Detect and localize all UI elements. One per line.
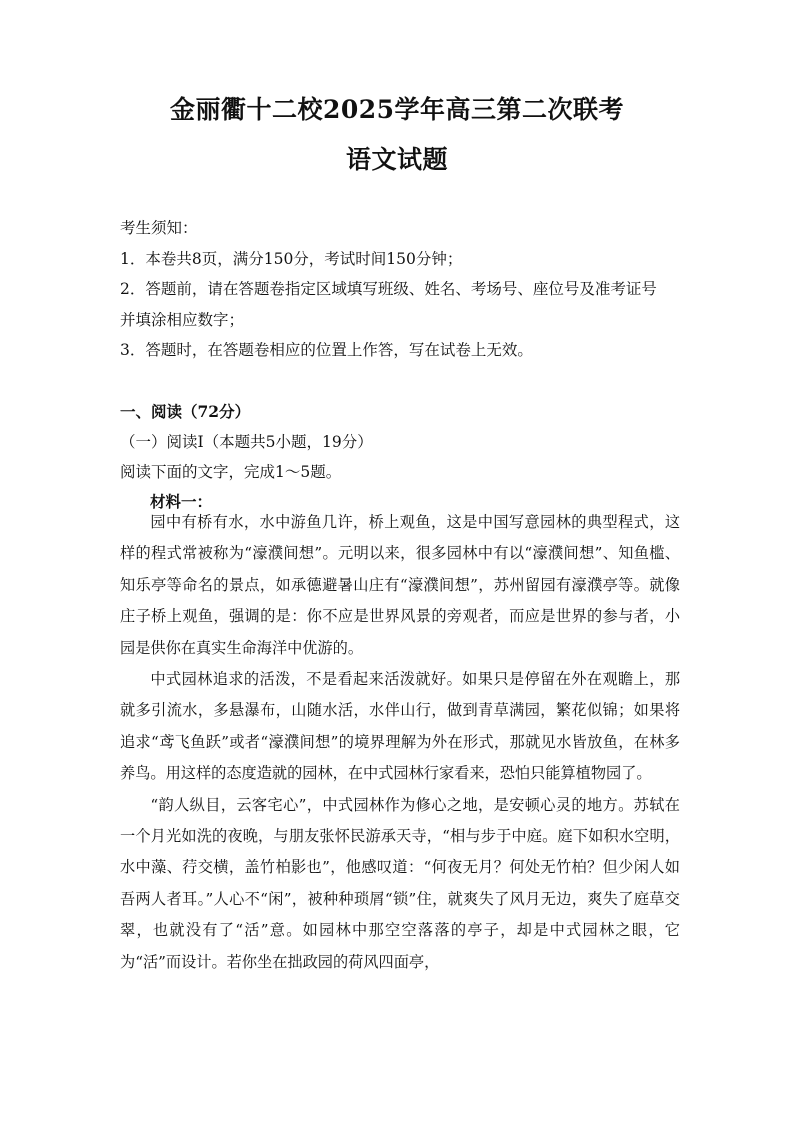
notice-item: 2．答题前，请在答题卷指定区域填写班级、姓名、考场号、座位号及准考证号 (120, 280, 657, 298)
passage-paragraph: “韵人纵目，云客宅心”，中式园林作为修心之地，是安顿心灵的地方。苏轼在一个月光如洗的夜晚，与朋友张怀民游承天寺，“相与步于中庭。庭下如积水空明，水中藻、荇交横，盖竹柏影也”，他感叹道：“何夜无月？何处无竹柏？但少闲人如吾两人者耳。”人心不“闲”，被种种琐屑“锁”住，就爽失了风月无边，爽失了庭草交翠，也就没有了“活”意。如园林中那空空落落的亭子，却是中式园林之眼，它为“活”而设计。若你坐在拙政园的荷风四面亭， (120, 795, 680, 971)
reading-section-header (120, 397, 680, 517)
notice-item: 1．本卷共8页，满分150分，考试时间150分钟； (120, 249, 463, 268)
reading-instruction: 阅读下面的文字，完成1～5题。 (120, 463, 342, 481)
section-title: 一、阅读（72分） (120, 402, 251, 421)
exam-title: 金丽衢十二校2025学年高三第二次联考 (169, 95, 625, 124)
notice-item: 并填涂相应数字； (120, 310, 245, 329)
notice-item: 3．答题时，在答题卷相应的位置上作答，写在试卷上无效。 (120, 341, 533, 359)
reading-passage (120, 507, 680, 978)
exam-subject-title: 语文试题 (345, 145, 448, 174)
passage-paragraph: 园中有桥有水，水中游鱼几许，桥上观鱼，这是中国写意园林的典型程式，这样的程式常被称为“濠濮间想”。元明以来，很多园林中有以“濠濮间想”、知鱼槛、知乐亭等命名的景点，如承德避暑山庄有“濠濮间想”，苏州留园有濠濮亭等。就像庄子桥上观鱼，强调的是：你不应是世界风景的旁观者，而应是世界的参与者，小园是供你在真实生命海洋中优游的。 (120, 513, 680, 657)
material-title: 材料一： (150, 492, 213, 511)
notice-heading: 考生须知： (120, 219, 198, 237)
candidate-notice (120, 213, 680, 366)
passage-paragraph: 中式园林追求的活泼，不是看起来活泼就好。如果只是停留在外在观瞻上，那就多引流水，多悬瀑布，山随水活，水伴山行，做到青草满园，繁花似锦；如果将追求“鸢飞鱼跃”或者“濠濮间想”的境界理解为外在形式，那就见水皆放鱼，在林多养鸟。用这样的态度造就的园林，在中式园林行家看来，恐怕只能算植物园了。 (120, 670, 680, 783)
sub-section-title: （一）阅读Ⅰ（本题共5小题，19分） (120, 433, 373, 451)
